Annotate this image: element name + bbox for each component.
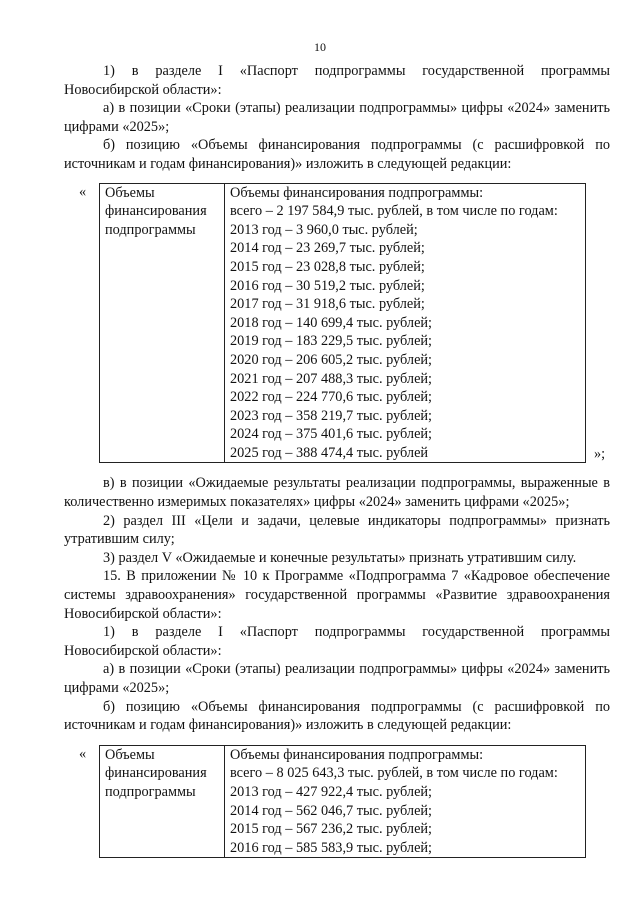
paragraph: в) в позиции «Ожидаемые результаты реализации подпрограммы, выраженные в количественно измеримых показателях» цифры «2024» заменить цифрами «2025»;	[64, 475, 610, 511]
paragraph: б) позицию «Объемы финансирования подпрограммы (с расшифровкой по источникам и годам финансирования)» изложить в следующей редакции:	[64, 137, 610, 172]
financing-table-2	[79, 745, 586, 859]
document-body	[64, 62, 610, 858]
table-row: 2021 год – 207 488,3 тыс. рублей;	[225, 370, 586, 389]
paragraph: а) в позиции «Сроки (этапы) реализации подпрограммы» цифры «2024» заменить цифрами «2025»;	[64, 661, 610, 696]
paragraph: 3) раздел V «Ожидаемые и конечные результаты» признать утратившим силу.	[103, 549, 577, 566]
paragraph: 1) в разделе I «Паспорт подпрограммы государственной программы Новосибирской области»:	[64, 624, 610, 659]
table-row: 2019 год – 183 229,5 тыс. рублей;	[225, 332, 586, 351]
table-row: 2020 год – 206 605,2 тыс. рублей;	[225, 351, 586, 370]
table-row: 2022 год – 224 770,6 тыс. рублей;	[225, 388, 586, 407]
table-row: 2014 год – 23 269,7 тыс. рублей;	[225, 239, 586, 258]
table-row: 2018 год – 140 699,4 тыс. рублей;	[225, 314, 586, 333]
table-row: Объемы финансирования подпрограммы:	[225, 745, 586, 764]
financing-table-1	[79, 183, 606, 464]
table-row: 2015 год – 23 028,8 тыс. рублей;	[225, 258, 586, 277]
table-row: 2017 год – 31 918,6 тыс. рублей;	[225, 295, 586, 314]
table-label: Объемы финансирования подпрограммы	[100, 183, 225, 463]
table-row: 2023 год – 358 219,7 тыс. рублей;	[225, 407, 586, 426]
paragraph: б) позицию «Объемы финансирования подпрограммы (с расшифровкой по источникам и годам финансирования)» изложить в следующей редакции:	[64, 698, 610, 734]
table-row: 2025 год – 388 474,4 тыс. рублей	[225, 444, 586, 463]
table-row: 2014 год – 562 046,7 тыс. рублей;	[225, 802, 586, 821]
open-quote: «	[79, 745, 87, 762]
paragraph: 1) в разделе I «Паспорт подпрограммы государственной программы Новосибирской области»:	[64, 63, 610, 98]
table-row: всего – 8 025 643,3 тыс. рублей, в том числе по годам:	[225, 764, 586, 783]
table-row: 2015 год – 567 236,2 тыс. рублей;	[225, 820, 586, 839]
table-row: 2013 год – 427 922,4 тыс. рублей;	[225, 783, 586, 802]
table-row: 2016 год – 585 583,9 тыс. рублей;	[225, 839, 586, 858]
paragraph: 2) раздел III «Цели и задачи, целевые индикаторы подпрограммы» признать утратившим силу;	[64, 512, 610, 548]
table-row: 2016 год – 30 519,2 тыс. рублей;	[225, 277, 586, 296]
paragraph: а) в позиции «Сроки (этапы) реализации подпрограммы» цифры «2024» заменить цифрами «2025»;	[64, 100, 610, 135]
close-quote: »;	[594, 445, 606, 462]
table-row: 2024 год – 375 401,6 тыс. рублей;	[225, 425, 586, 444]
paragraph: 15. В приложении № 10 к Программе «Подпрограмма 7 «Кадровое обеспечение системы здравоохранения» государственной программы «Развитие здравоохранения Новосибирской области»:	[64, 568, 610, 622]
table-row: 2013 год – 3 960,0 тыс. рублей;	[225, 221, 586, 240]
table-label: Объемы финансирования подпрограммы	[100, 745, 225, 858]
page-number: 10	[314, 40, 326, 54]
table-row: Объемы финансирования подпрограммы:	[225, 183, 586, 202]
table-row: всего – 2 197 584,9 тыс. рублей, в том числе по годам:	[225, 202, 586, 221]
open-quote: «	[79, 183, 87, 200]
